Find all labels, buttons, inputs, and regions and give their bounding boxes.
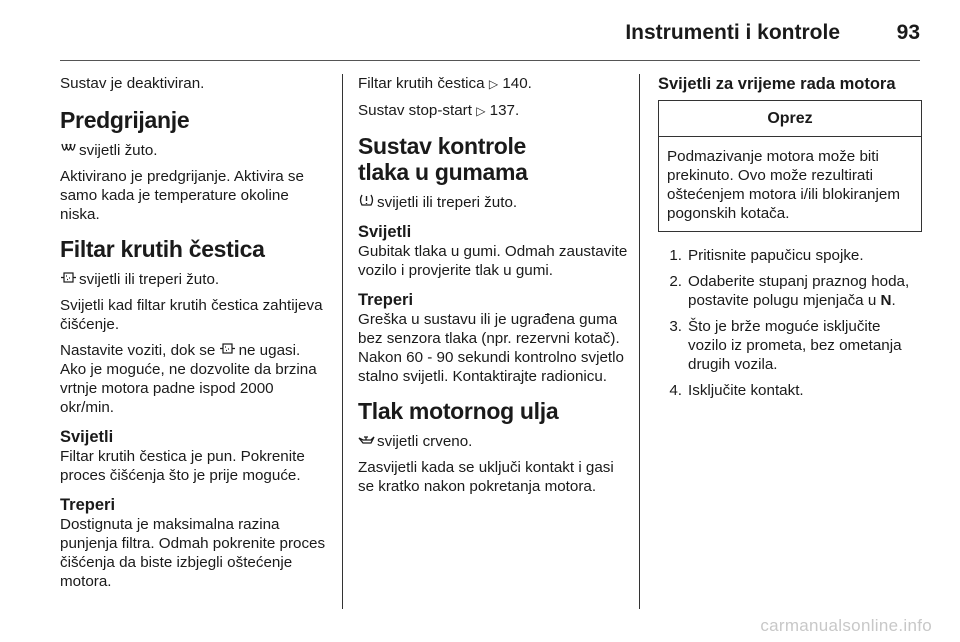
column-divider-1 [342,74,343,609]
tyre-lit-desc: Gubitak tlaka u gumi. Odmah zaustavite vozilo i provjerite tlak u gumi. [358,243,628,279]
page-header [60,0,920,61]
page-number: 93 [896,21,920,44]
column-1 [60,74,326,598]
caution-text: Podmazivanje motora može biti prekinuto. Ovo može rezultirati oštećenjem motora i/ili blokiranjem pogonskih kotača. [667,148,900,222]
filter-desc-1: Svijetli kad filtar krutih čestica zahtijeva čišćenje. [60,297,323,333]
filter-flash-desc: Dostignuta je maksimalna razina punjenja filtra. Odmah pokrenite proces čišćenja da biste izbjegli oštećenje motora. [60,516,326,590]
particle-filter-icon [60,270,76,289]
caution-box [658,100,922,232]
tyre-status: svijetli ili treperi žuto. [358,193,628,212]
oil-can-icon [358,432,374,451]
preheat-desc: Aktivirano je predgrijanje. Aktivira se samo kada je temperature okoline niska. [60,168,304,223]
steps-list [658,246,922,400]
subsection-lit: Svijetli [60,428,114,446]
column-3 [658,74,922,407]
ref-particle-filter: Filtar krutih čestica ▷ 140. [358,75,532,92]
tyre-flash-desc: Greška u sustavu ili je ugrađena guma bez senzora tlaka (npr. rezervni kotač). Nakon 60 - 90 sekundi kontrolno svjetlo stalno svijetli. Kontaktirajte radionicu. [358,311,624,385]
watermark: carmanualsonline.info [760,616,932,635]
column-2 [358,74,628,503]
subsection-flashing: Treperi [358,291,414,309]
list-item: 4. Isključite kontakt. [669,382,804,399]
header-title: Instrumenti i kontrole [625,21,840,44]
preheat-status: svijetli žuto. [60,141,326,160]
oil-status: svijetli crveno. [358,432,628,451]
page-ref-arrow-icon: ▷ [476,104,486,118]
preheat-coil-icon [60,141,76,160]
tyre-pressure-icon [358,193,374,212]
section-title-engine-running: Svijetli za vrijeme rada motora [658,75,896,93]
page-ref-arrow-icon: ▷ [488,77,499,91]
subsection-lit: Svijetli [358,223,412,241]
list-item: 2. Odaberite stupanj praznog hoda, postavite polugu mjenjača u N. [669,273,910,309]
oil-desc: Zasvijetli kada se uključi kontakt i gasi se kratko nakon pokretanja motora. [358,459,614,495]
filter-desc-2: Nastavite voziti, dok se ne ugasi. Ako je moguće, ne dozvolite da brzina vrtnje motora padne ispod 2000 okr/min. [60,342,317,416]
filter-lit-desc: Filtar krutih čestica je pun. Pokrenite proces čišćenja što je prije moguće. [60,448,305,484]
ref-stop-start: Sustav stop-start ▷ 137. [358,102,520,119]
intro-text: Sustav je deaktiviran. [60,75,205,92]
list-item: 1. Pritisnite papučicu spojke. [669,247,864,264]
section-title-oil-pressure: Tlak motornog ulja [358,398,559,424]
caution-title: Oprez [659,101,921,137]
section-title-particle-filter: Filtar krutih čestica [60,236,265,262]
filter-status: svijetli ili treperi žuto. [60,270,326,289]
particle-filter-icon [220,341,236,360]
subsection-flashing: Treperi [60,496,116,514]
list-item: 3. Što je brže moguće isključite vozilo iz prometa, bez ometanja drugih vozila. [669,318,902,373]
column-divider-2 [639,74,640,609]
section-title-preheat: Predgrijanje [60,107,190,133]
section-title-tyre-pressure: Sustav kontrole tlaka u gumama [358,133,528,185]
